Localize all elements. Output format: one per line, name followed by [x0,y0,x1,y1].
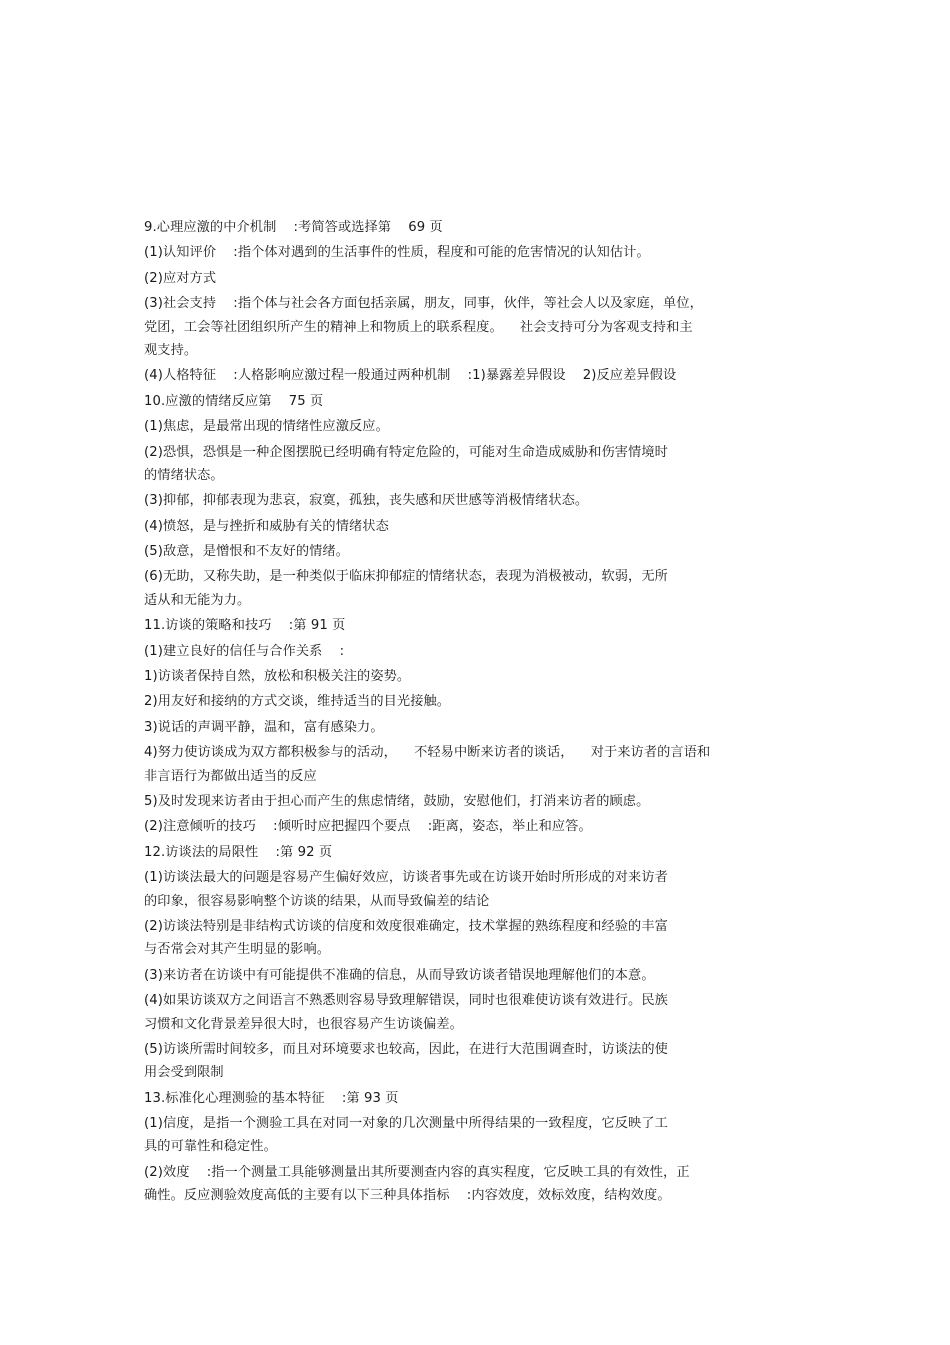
paragraph [144,390,804,413]
text-line: (4)如果访谈双方之间语言不熟悉则容易导致理解错误，同时也很难使访谈有效进行。民族 [144,993,668,1009]
text-line: 与否常会对其产生明显的影响。 [144,942,331,958]
paragraph [144,915,804,962]
text-line: 的印象，很容易影响整个访谈的结果，从而导致偏差的结论 [144,893,490,909]
paragraph [144,489,804,512]
paragraph [144,216,804,239]
text-line: 党团，工会等社团组织所产生的精神上和物质上的联系程度。 社会支持可分为客观支持和主 [144,319,693,335]
text-line: 非言语行为都做出适当的反应 [144,768,317,784]
paragraph [144,1038,804,1085]
paragraph [144,515,804,538]
paragraph [144,815,804,838]
text-line: 习惯和文化背景差异很大时，也很容易产生访谈偏差。 [144,1016,463,1032]
paragraph [144,841,804,864]
paragraph [144,565,804,612]
text-line: 适从和无能为力。 [144,592,251,608]
text-line: 3)说话的声调平静，温和，富有感染力。 [144,719,384,735]
paragraph [144,267,804,290]
text-line: (2)访谈法特别是非结构式访谈的信度和效度很难确定，技术掌握的熟练程度和经验的丰富 [144,918,668,934]
paragraph [144,292,804,362]
paragraph [144,866,804,913]
text-line: 13.标准化心理测验的基本特征 :第 93 页 [144,1090,399,1106]
text-line: 9.心理应激的中介机制 :考简答或选择第 69 页 [144,220,443,235]
text-line: (5)访谈所需时间较多，而且对环境要求也较高，因此，在进行大范围调查时，访谈法的使 [144,1041,668,1057]
text-line: (3)抑郁，抑郁表现为悲哀，寂寞，孤独，丧失感和厌世感等消极情绪状态。 [144,493,589,509]
paragraph [144,614,804,637]
text-line: (1)建立良好的信任与合作关系 : [144,643,345,659]
text-line: 10.应激的情绪反应第 75 页 [144,393,324,409]
paragraph [144,1161,804,1208]
text-line: 5)及时发现来访者由于担心而产生的焦虑情绪，鼓励，安慰他们，打消来访者的顾虑。 [144,793,650,809]
text-line: (2)效度 :指一个测量工具能够测量出其所要测查内容的真实程度，它反映工具的有效性，正 [144,1164,690,1180]
text-line: (5)敌意，是憎恨和不友好的情绪。 [144,544,350,560]
text-line: 确性。反应测验效度高低的主要有以下三种具体指标 :内容效度，效标效度，结构效度。 [144,1188,671,1204]
text-line: (2)应对方式 [144,270,217,286]
text-line: (4)人格特征 :人格影响应激过程一般通过两种机制 :1)暴露差异假设 2)反应差异假设 [144,368,677,384]
paragraph [144,1112,804,1159]
paragraph [144,441,804,488]
text-line: 12.访谈法的局限性 :第 92 页 [144,844,333,860]
paragraph [144,415,804,438]
text-line: (2)恐惧，恐惧是一种企图摆脱已经明确有特定危险的，可能对生命造成威胁和伤害情境时 [144,444,668,460]
text-line: (4)愤怒，是与挫折和威胁有关的情绪状态 [144,518,389,534]
text-line: 1)访谈者保持自然，放松和积极关注的姿势。 [144,669,411,685]
text-line: (1)访谈法最大的问题是容易产生偏好效应，访谈者事先或在访谈开始时所形成的对来访者 [144,870,668,886]
text-line: 2)用友好和接纳的方式交谈，维持适当的目光接触。 [144,694,451,710]
text-line: 4)努力使访谈成为双方都积极参与的活动， 不轻易中断来访者的谈话， 对于来访者的言语和 [144,745,711,761]
text-line: (6)无助，又称失助，是一种类似于临床抑郁症的情绪状态，表现为消极被动，软弱，无所 [144,569,668,585]
text-line: 11.访谈的策略和技巧 :第 91 页 [144,618,346,634]
text-line: 具的可靠性和稳定性。 [144,1139,277,1155]
text-line: (3)来访者在访谈中有可能提供不准确的信息，从而导致访谈者错误地理解他们的本意。 [144,967,655,983]
paragraph [144,640,804,663]
paragraph [144,665,804,688]
text-line: (3)社会支持 :指个体与社会各方面包括亲属，朋友，同事，伙伴，等社会人以及家庭，单位， [144,296,703,312]
text-line: (2)注意倾听的技巧 :倾听时应把握四个要点 :距离，姿态，举止和应答。 [144,819,592,835]
text-line: (1)认知评价 :指个体对遇到的生活事件的性质，程度和可能的危害情况的认知估计。 [144,245,650,261]
paragraph [144,540,804,563]
paragraph [144,741,804,788]
paragraph [144,1087,804,1110]
document-body [144,216,804,1210]
paragraph [144,364,804,387]
text-line: 用会受到限制 [144,1065,224,1081]
text-line: 观支持。 [144,342,198,358]
paragraph [144,690,804,713]
paragraph [144,241,804,264]
text-line: 的情绪状态。 [144,467,224,483]
text-line: (1)焦虑，是最常出现的情绪性应激反应。 [144,419,389,435]
paragraph [144,964,804,987]
paragraph [144,989,804,1036]
paragraph [144,790,804,813]
paragraph [144,716,804,739]
text-line: (1)信度，是指一个测验工具在对同一对象的几次测量中所得结果的一致程度，它反映了工 [144,1116,668,1132]
